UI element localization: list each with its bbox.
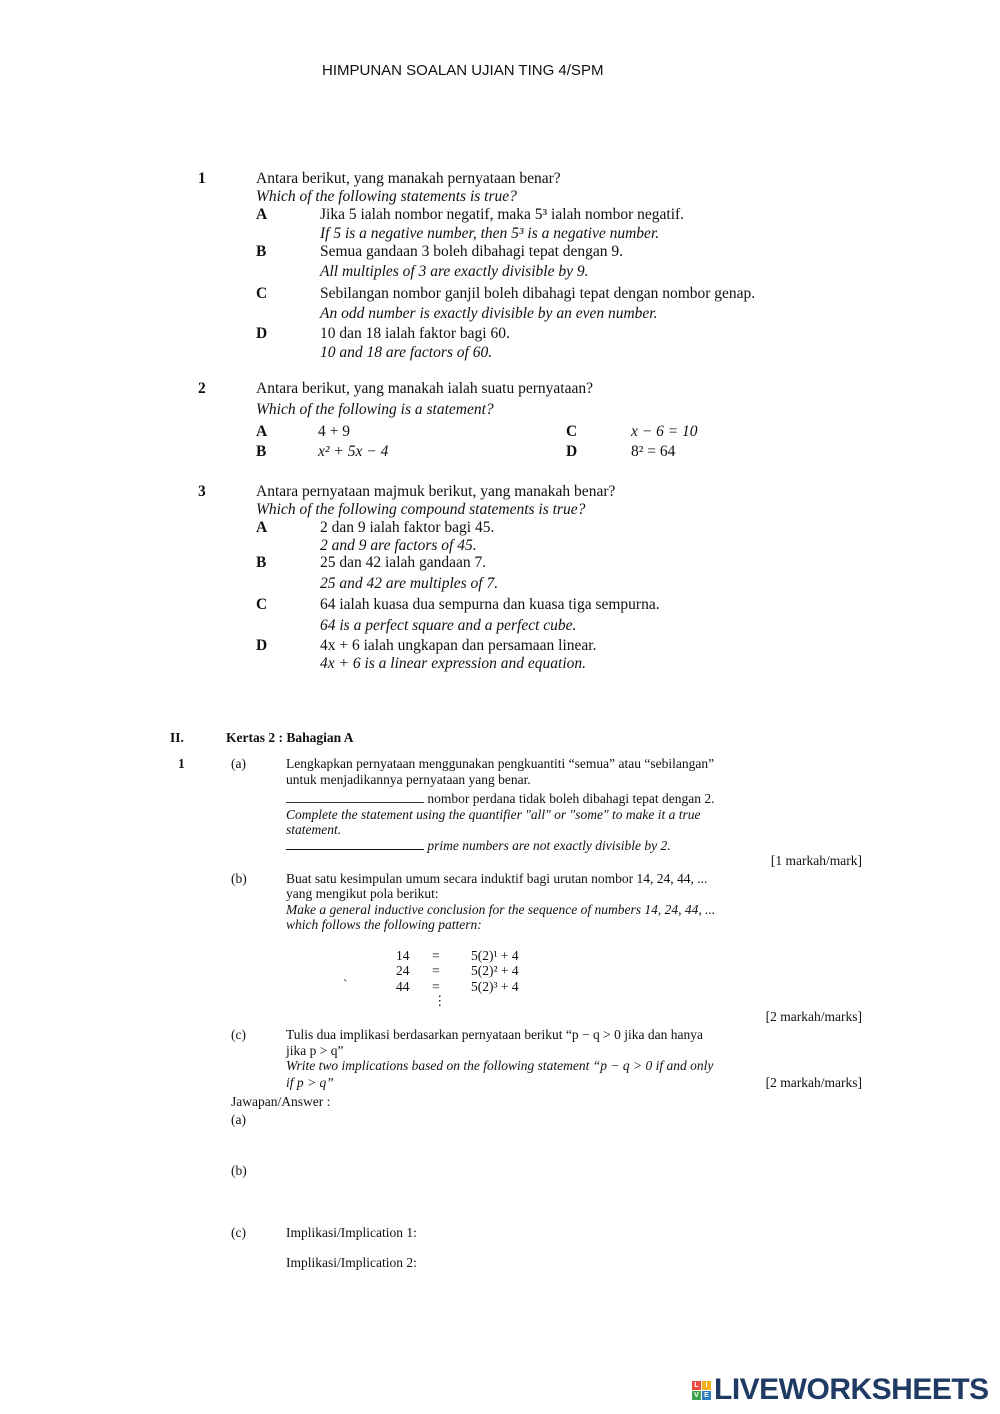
part-c-en-line2: if p > q” [286, 1075, 334, 1090]
pattern-rhs: 5(2)² + 4 [471, 963, 519, 978]
part-c-en-line1: Write two implications based on the following statement “p − q > 0 if and only [286, 1058, 714, 1073]
option-a-en: 2 and 9 are factors of 45. [320, 537, 477, 554]
question-stem-en: Which of the following is a statement? [256, 401, 494, 418]
option-label-c: C [566, 423, 578, 440]
option-d-ms: 4x + 6 ialah ungkapan dan persamaan linear. [320, 637, 597, 654]
option-c-expr: x − 6 = 10 [631, 423, 698, 440]
implication-1-field[interactable] [470, 1222, 850, 1244]
pattern-rhs: 5(2)³ + 4 [471, 979, 519, 994]
part-b-ms-line2: yang mengikut pola berikut: [286, 886, 439, 901]
option-label-d: D [256, 637, 268, 654]
part-c-marks: [2 markah/marks] [765, 1075, 862, 1090]
option-c-en: An odd number is exactly divisible by an even number. [320, 305, 658, 322]
option-b-ms: Semua gandaan 3 boleh dibahagi tepat dengan 9. [320, 243, 624, 260]
option-a-ms: 2 dan 9 ialah faktor bagi 45. [320, 519, 495, 536]
question-number: 2 [198, 380, 206, 397]
pattern-lhs: 44 [396, 979, 410, 994]
answer-b-field[interactable] [286, 1163, 846, 1203]
part-a-label: (a) [231, 756, 246, 771]
answer-b-label: (b) [231, 1163, 247, 1178]
part-b-en-line2: which follows the following pattern: [286, 917, 482, 932]
pattern-eq: = [432, 979, 440, 994]
part-a-ms-statement [286, 790, 715, 807]
option-label-c: C [256, 285, 268, 302]
page-header: HIMPUNAN SOALAN UJIAN TING 4/SPM [322, 62, 604, 79]
pattern-eq: = [432, 963, 440, 978]
implication-2-label: Implikasi/Implication 2: [286, 1255, 417, 1270]
option-label-a: A [256, 206, 268, 223]
question-stem-en: Which of the following statements is true? [256, 188, 517, 205]
logo-tile: E [702, 1391, 711, 1400]
part-c-ms-line2: jika p > q” [286, 1043, 344, 1058]
brand-name: LIVEWORKSHEETS [714, 1373, 989, 1406]
part-a-en-line2: statement. [286, 822, 342, 837]
option-d-expr: 8² = 64 [631, 443, 676, 460]
option-d-en: 4x + 6 is a linear expression and equation. [320, 655, 587, 672]
option-b-expr: x² + 5x − 4 [318, 443, 389, 460]
option-label-b: B [256, 443, 267, 460]
stray-mark: ` [343, 977, 348, 992]
option-a-expr: 4 + 9 [318, 423, 350, 440]
answer-c-label: (c) [231, 1225, 246, 1240]
option-label-b: B [256, 243, 267, 260]
option-c-ms: 64 ialah kuasa dua sempurna dan kuasa tiga sempurna. [320, 596, 660, 613]
question-number: 3 [198, 483, 206, 500]
question-stem-ms: Antara pernyataan majmuk berikut, yang manakah benar? [256, 483, 616, 500]
option-label-d: D [256, 325, 268, 342]
part-c-ms-line1: Tulis dua implikasi berdasarkan pernyataan berikut “p − q > 0 jika dan hanya [286, 1027, 703, 1042]
part-b-ms-line1: Buat satu kesimpulan umum secara induktif bagi urutan nombor 14, 24, 44, ... [286, 871, 708, 886]
answer-heading: Jawapan/Answer : [231, 1094, 331, 1109]
option-label-c: C [256, 596, 268, 613]
vertical-ellipsis: ⋮ [433, 993, 447, 1008]
option-label-a: A [256, 423, 268, 440]
option-d-ms: 10 dan 18 ialah faktor bagi 60. [320, 325, 510, 342]
question-stem-ms: Antara berikut, yang manakah ialah suatu pernyataan? [256, 380, 593, 397]
part-a-marks: [1 markah/mark] [770, 853, 862, 868]
option-c-en: 64 is a perfect square and a perfect cube. [320, 617, 577, 634]
part-b-marks: [2 markah/marks] [765, 1009, 862, 1024]
pattern-eq: = [432, 948, 440, 963]
option-a-ms: Jika 5 ialah nombor negatif, maka 5³ ialah nombor negatif. [320, 206, 685, 223]
question-number: 1 [198, 170, 206, 187]
pattern-lhs: 14 [396, 948, 410, 963]
pattern-lhs: 24 [396, 963, 410, 978]
option-b-en: All multiples of 3 are exactly divisible by 9. [320, 263, 589, 280]
option-label-d: D [566, 443, 578, 460]
liveworksheets-logo [692, 1374, 989, 1406]
part-a-en-statement [286, 837, 671, 854]
section-title: Kertas 2 : Bahagian A [226, 730, 354, 745]
logo-tile: L [692, 1381, 701, 1390]
pattern-rhs: 5(2)¹ + 4 [471, 948, 519, 963]
option-c-ms: Sebilangan nombor ganjil boleh dibahagi tepat dengan nombor genap. [320, 285, 756, 302]
answer-a-field[interactable] [286, 1112, 846, 1152]
part-b-label: (b) [231, 871, 247, 886]
part-b-en-line1: Make a general inductive conclusion for the sequence of numbers 14, 24, 44, ... [286, 902, 716, 917]
part-a-en-line1: Complete the statement using the quantifier "all" or "some" to make it a true [286, 807, 701, 822]
question-number: 1 [178, 756, 185, 771]
question-stem-ms: Antara berikut, yang manakah pernyataan benar? [256, 170, 561, 187]
answer-blank[interactable] [286, 837, 424, 850]
question-stem-en: Which of the following compound statements is true? [256, 501, 586, 518]
option-a-en: If 5 is a negative number, then 5³ is a negative number. [320, 225, 660, 242]
answer-blank[interactable] [286, 790, 424, 803]
option-b-en: 25 and 42 are multiples of 7. [320, 575, 499, 592]
logo-tile: I [702, 1381, 711, 1390]
option-b-ms: 25 dan 42 ialah gandaan 7. [320, 554, 487, 571]
option-d-en: 10 and 18 are factors of 60. [320, 344, 493, 361]
logo-tile: V [692, 1391, 701, 1400]
option-label-b: B [256, 554, 267, 571]
option-label-a: A [256, 519, 268, 536]
section-roman: II. [170, 730, 184, 745]
implication-2-field[interactable] [470, 1252, 850, 1274]
logo-grid-icon [692, 1381, 711, 1400]
statement-text: nombor perdana tidak boleh dibahagi tepat dengan 2. [427, 791, 715, 806]
answer-a-label: (a) [231, 1112, 246, 1127]
implication-1-label: Implikasi/Implication 1: [286, 1225, 417, 1240]
part-a-ms-line2: untuk menjadikannya pernyataan yang benar. [286, 772, 531, 787]
part-c-label: (c) [231, 1027, 246, 1042]
statement-text: prime numbers are not exactly divisible by 2. [427, 838, 671, 853]
part-a-ms-line1: Lengkapkan pernyataan menggunakan pengkuantiti “semua” atau “sebilangan” [286, 756, 715, 771]
